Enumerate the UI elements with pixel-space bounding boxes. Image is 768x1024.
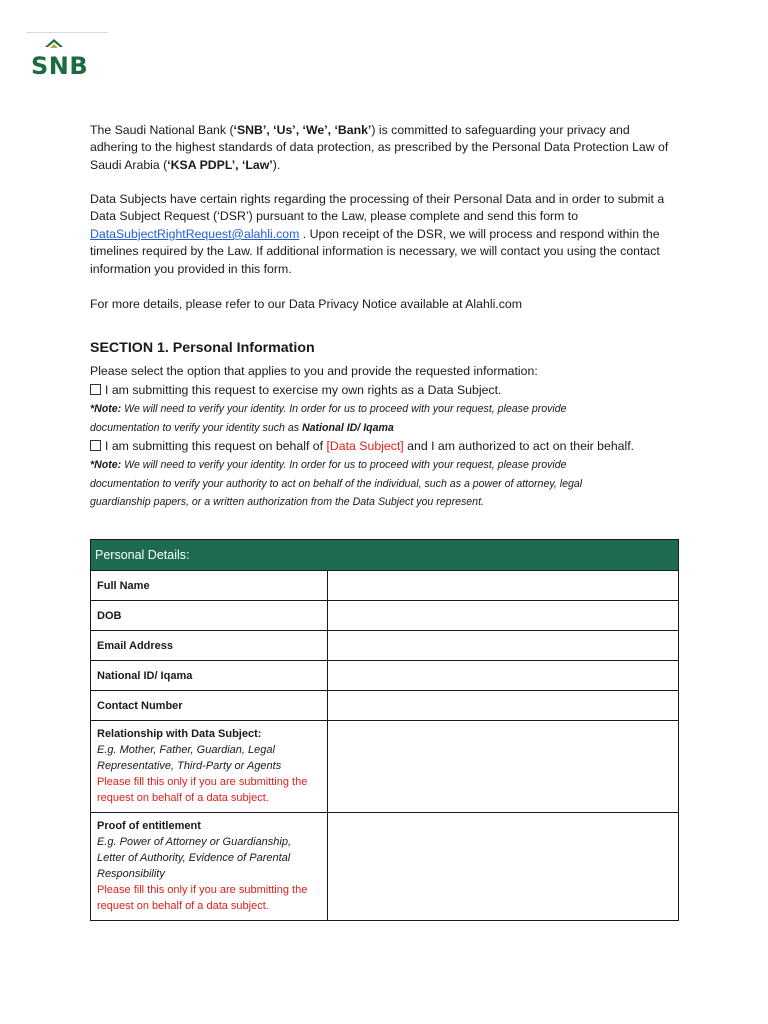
- email-field[interactable]: [328, 631, 679, 661]
- personal-details-header: Personal Details:: [91, 540, 679, 571]
- table-row: [91, 601, 679, 631]
- proof-field[interactable]: [328, 813, 679, 921]
- full-name-field[interactable]: [328, 571, 679, 601]
- national-id-input[interactable]: [332, 667, 678, 684]
- relationship-field[interactable]: [328, 721, 679, 813]
- dob-label: DOB: [91, 601, 328, 631]
- table-row: [91, 691, 679, 721]
- option-own-rights[interactable]: I am submitting this request to exercise my own rights as a Data Subject.: [90, 381, 690, 400]
- note-on-behalf-line-3: guardianship papers, or a written authorization from the Data Subject you represent.: [90, 496, 484, 508]
- on-behalf-checkbox[interactable]: [90, 440, 101, 451]
- national-id-field[interactable]: [328, 661, 679, 691]
- dsr-email-link[interactable]: DataSubjectRightRequest@alahli.com: [90, 226, 300, 241]
- national-id-label: National ID/ Iqama: [91, 661, 328, 691]
- personal-details-table: [90, 539, 679, 921]
- email-label: Email Address: [91, 631, 328, 661]
- dob-input[interactable]: [332, 607, 678, 624]
- snb-logo: SNB: [31, 52, 89, 80]
- note-on-behalf: *Note: We will need to verify your identity. In order for us to proceed with your request, please provide: [90, 459, 567, 471]
- table-row: [91, 661, 679, 691]
- contact-number-label: Contact Number: [91, 691, 328, 721]
- note-own-rights-line-2: documentation to verify your identity such as National ID/ Iqama: [90, 421, 394, 434]
- relationship-label: Relationship with Data Subject: E.g. Mother, Father, Guardian, Legal Representative, Third-Party or Agents Please fill this only if you are submitting the request on behalf of a data subject.: [91, 721, 328, 813]
- table-row: [91, 721, 679, 813]
- section-1-title: SECTION 1. Personal Information: [90, 340, 315, 356]
- option-on-behalf[interactable]: I am submitting this request on behalf of [Data Subject] and I am authorized to act on their behalf.: [90, 437, 690, 456]
- proof-label: Proof of entitlement E.g. Power of Attorney or Guardianship, Letter of Authority, Evidence of Parental Responsibility Please fill this only if you are submitting the request on behalf of a data subject.: [91, 813, 328, 921]
- section-1-instruction: Please select the option that applies to you and provide the requested information:: [90, 364, 538, 378]
- table-row: [91, 631, 679, 661]
- email-input[interactable]: [332, 637, 678, 654]
- intro-paragraph-1: The Saudi National Bank (‘SNB’, ‘Us’, ‘We’, ‘Bank’) is committed to safeguarding your privacy and adhering to the highest standards of data protection, as prescribed by the Personal Data Protection Law of Saudi Arabia (‘KSA PDPL’, ‘Law’).: [90, 123, 669, 172]
- section-1-body: [90, 362, 690, 512]
- own-rights-checkbox[interactable]: [90, 384, 101, 395]
- dob-field[interactable]: [328, 601, 679, 631]
- table-row: [91, 813, 679, 921]
- note-own-rights: *Note: We will need to verify your identity. In order for us to proceed with your request, please provide: [90, 403, 567, 415]
- intro-paragraph-3: For more details, please refer to our Data Privacy Notice available at Alahli.com: [90, 297, 522, 311]
- note-on-behalf-line-2: documentation to verify your authority to act on behalf of the individual, such as a power of attorney, legal: [90, 477, 583, 490]
- full-name-input[interactable]: [332, 577, 678, 594]
- contact-number-input[interactable]: [332, 697, 678, 714]
- logo-rule: [26, 32, 108, 33]
- table-row: [91, 571, 679, 601]
- snb-logo-mark-icon: [43, 38, 65, 52]
- intro-paragraph-2: Data Subjects have certain rights regarding the processing of their Personal Data and in order to submit a Data Subject Request (‘DSR’) pursuant to the Law, please complete and send this form to DataSubjectRightRequest@alahli.com . Upon receipt of the DSR, we will process and respond within the timelines required by the Law. If additional information is necessary, we will contact you using the contact information you provided in this form.: [90, 192, 665, 276]
- contact-number-field[interactable]: [328, 691, 679, 721]
- full-name-label: Full Name: [91, 571, 328, 601]
